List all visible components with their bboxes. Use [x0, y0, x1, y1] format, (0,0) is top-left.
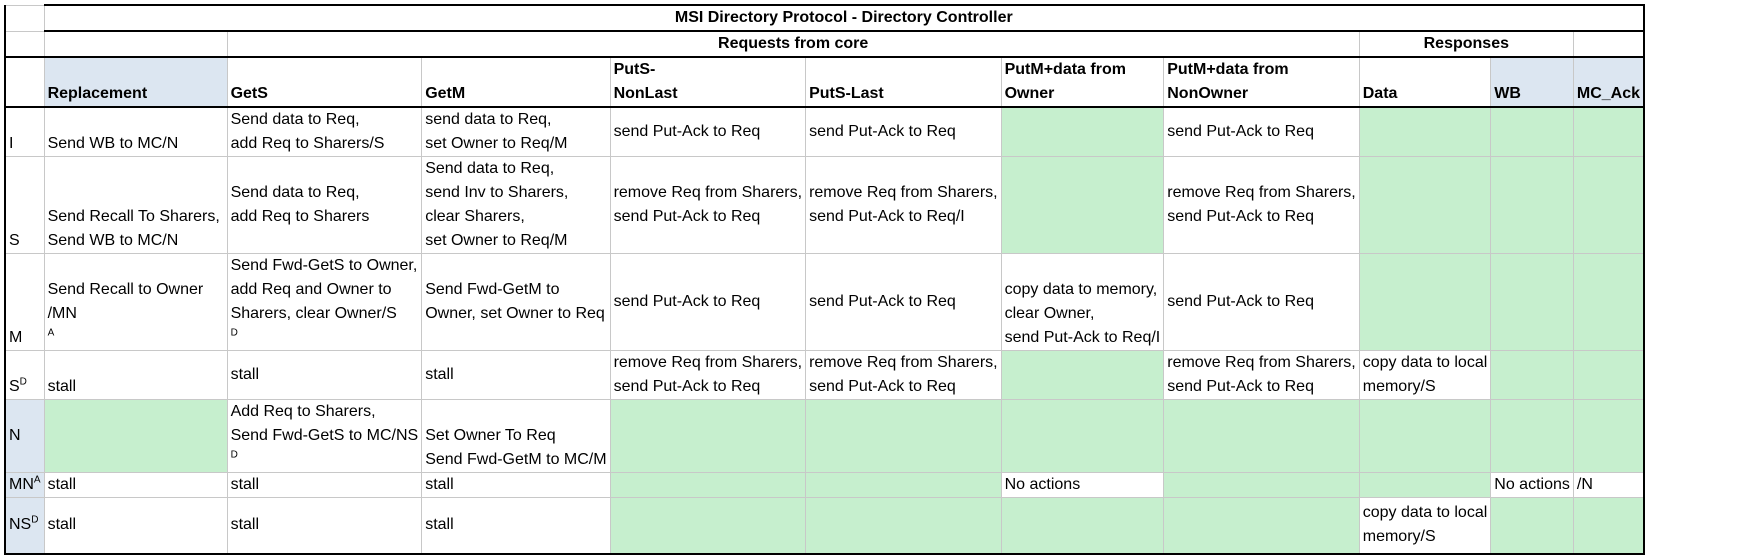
cell-puts-nonlast: send Put-Ack to Req: [610, 107, 806, 157]
col-header-wb: WB: [1491, 57, 1574, 107]
state-label: N: [5, 400, 44, 473]
cell-data: [1359, 473, 1491, 498]
table-title: MSI Directory Protocol - Directory Controller: [44, 5, 1644, 31]
cell-getm: Set Owner To Req Send Fwd-GetM to MC/M: [422, 400, 610, 473]
col-header-replacement: Replacement: [44, 57, 227, 107]
cell-putm-owner: [1001, 351, 1164, 400]
cell-gets: stall: [227, 498, 422, 554]
cell-putm-owner: [1001, 157, 1164, 254]
table-row: [5, 351, 1644, 400]
table-row: [5, 473, 1644, 498]
table-row: [5, 498, 1644, 554]
state-label: $S^D$: [5, 351, 44, 400]
cell-replacement: stall: [44, 351, 227, 400]
col-header-getm: GetM: [422, 57, 610, 107]
cell-getm: send data to Req, set Owner to Req/M: [422, 107, 610, 157]
cell-puts-last: remove Req from Sharers, send Put-Ack to Req: [806, 351, 1002, 400]
cell-mcack: [1573, 400, 1644, 473]
cell-putm-owner: [1001, 107, 1164, 157]
cell-putm-owner: copy data to memory, clear Owner, send Put-Ack to Req/I: [1001, 254, 1164, 351]
cell-puts-last: send Put-Ack to Req: [806, 107, 1002, 157]
state-label: S: [5, 157, 44, 254]
table-row: [5, 254, 1644, 351]
cell-putm-owner: No actions: [1001, 473, 1164, 498]
cell-mcack: /N: [1573, 473, 1644, 498]
state-label: $MN^A$: [5, 473, 44, 498]
cell-gets: stall: [227, 351, 422, 400]
cell-puts-nonlast: [610, 498, 806, 554]
cell-wb: [1491, 157, 1574, 254]
cell-wb: [1491, 254, 1574, 351]
cell-wb: [1491, 498, 1574, 554]
cell-gets: stall: [227, 473, 422, 498]
cell-mcack: [1573, 351, 1644, 400]
cell-replacement: stall: [44, 498, 227, 554]
col-header-mcack: MC_Ack: [1573, 57, 1644, 107]
col-header-puts-nonlast: PutS- NonLast: [610, 57, 806, 107]
corner-cell: [5, 31, 44, 57]
cell-getm: stall: [422, 498, 610, 554]
cell-replacement: Send Recall to Owner /MN $^A$: [44, 254, 227, 351]
cell-data: [1359, 107, 1491, 157]
cell-mcack: [1573, 107, 1644, 157]
cell-data: copy data to local memory/S: [1359, 351, 1491, 400]
cell-gets: Send Fwd-GetS to Owner, add Req and Owner to Sharers, clear Owner/S $^D$: [227, 254, 422, 351]
cell-replacement: [44, 400, 227, 473]
cell-putm-owner: [1001, 400, 1164, 473]
cell-data: [1359, 157, 1491, 254]
cell-puts-nonlast: send Put-Ack to Req: [610, 254, 806, 351]
cell-mcack: [1573, 254, 1644, 351]
state-label: I: [5, 107, 44, 157]
cell-wb: [1491, 400, 1574, 473]
empty-cell: [44, 31, 227, 57]
col-header-gets: GetS: [227, 57, 422, 107]
cell-data: [1359, 400, 1491, 473]
cell-gets: Send data to Req, add Req to Sharers: [227, 157, 422, 254]
cell-putm-nonowner: remove Req from Sharers, send Put-Ack to Req: [1164, 157, 1360, 254]
cell-mcack: [1573, 157, 1644, 254]
col-header-putm-owner: PutM+data from Owner: [1001, 57, 1164, 107]
cell-wb: No actions: [1491, 473, 1574, 498]
cell-replacement: Send WB to MC/N: [44, 107, 227, 157]
cell-getm: stall: [422, 473, 610, 498]
cell-puts-last: send Put-Ack to Req: [806, 254, 1002, 351]
cell-mcack: [1573, 498, 1644, 554]
cell-putm-nonowner: [1164, 400, 1360, 473]
table-row: [5, 400, 1644, 473]
col-header-data: Data: [1359, 57, 1491, 107]
cell-puts-nonlast: [610, 400, 806, 473]
directory-controller-table: [4, 4, 1645, 555]
cell-wb: [1491, 351, 1574, 400]
cell-putm-nonowner: [1164, 473, 1360, 498]
empty-cell: [1573, 31, 1644, 57]
cell-puts-nonlast: remove Req from Sharers, send Put-Ack to Req: [610, 157, 806, 254]
cell-getm: Send Fwd-GetM to Owner, set Owner to Req: [422, 254, 610, 351]
cell-replacement: stall: [44, 473, 227, 498]
corner-cell: [5, 5, 44, 31]
responses-group-header: Responses: [1359, 31, 1573, 57]
cell-data: copy data to local memory/S: [1359, 498, 1491, 554]
table-row: [5, 157, 1644, 254]
cell-puts-nonlast: remove Req from Sharers, send Put-Ack to Req: [610, 351, 806, 400]
requests-group-header: Requests from core: [227, 31, 1359, 57]
state-label: $NS^D$: [5, 498, 44, 554]
cell-wb: [1491, 107, 1574, 157]
cell-putm-nonowner: send Put-Ack to Req: [1164, 107, 1360, 157]
table-row: [5, 107, 1644, 157]
cell-puts-last: [806, 473, 1002, 498]
cell-puts-last: [806, 400, 1002, 473]
cell-getm: stall: [422, 351, 610, 400]
col-header-puts-last: PutS-Last: [806, 57, 1002, 107]
cell-putm-nonowner: send Put-Ack to Req: [1164, 254, 1360, 351]
state-header: [5, 57, 44, 107]
cell-puts-nonlast: [610, 473, 806, 498]
cell-data: [1359, 254, 1491, 351]
cell-gets: Add Req to Sharers, Send Fwd-GetS to MC/NS $^D$: [227, 400, 422, 473]
cell-puts-last: [806, 498, 1002, 554]
cell-puts-last: remove Req from Sharers, send Put-Ack to Req/I: [806, 157, 1002, 254]
col-header-putm-nonowner: PutM+data from NonOwner: [1164, 57, 1360, 107]
cell-putm-nonowner: remove Req from Sharers, send Put-Ack to Req: [1164, 351, 1360, 400]
cell-getm: Send data to Req, send Inv to Sharers, clear Sharers, set Owner to Req/M: [422, 157, 610, 254]
cell-putm-owner: [1001, 498, 1164, 554]
cell-gets: Send data to Req, add Req to Sharers/S: [227, 107, 422, 157]
cell-putm-nonowner: [1164, 498, 1360, 554]
cell-replacement: Send Recall To Sharers, Send WB to MC/N: [44, 157, 227, 254]
state-label: M: [5, 254, 44, 351]
